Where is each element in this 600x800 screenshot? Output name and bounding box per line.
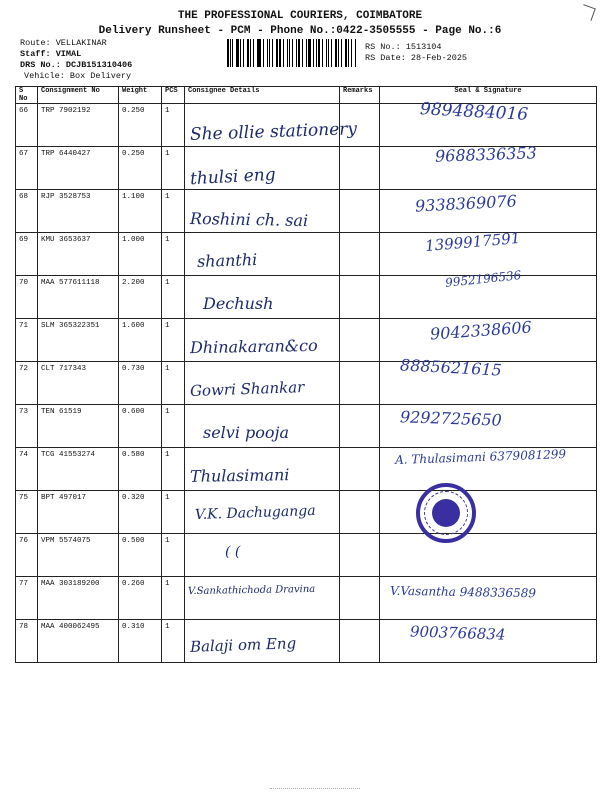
sno-cell: 77 <box>16 577 38 620</box>
col-header: Consignee Details <box>185 87 340 104</box>
barcode-bar <box>345 39 347 67</box>
pcs-cell: 1 <box>162 405 185 448</box>
weight-cell: 1.000 <box>119 233 162 276</box>
barcode-bar <box>236 39 238 67</box>
consignee-handwriting: ( ( <box>225 544 241 560</box>
barcode-bar <box>269 39 270 67</box>
barcode-bar <box>232 39 233 67</box>
signature-cell <box>380 577 597 620</box>
consignee-handwriting: Balaji om Eng <box>189 634 297 656</box>
consignee-handwriting: V.K. Dachuganga <box>194 502 316 524</box>
pcs-cell: 1 <box>162 577 185 620</box>
weight-cell: 0.260 <box>119 577 162 620</box>
remarks-cell <box>340 448 380 491</box>
barcode-bar <box>351 39 353 67</box>
table-row <box>16 405 597 448</box>
remarks-cell <box>340 319 380 362</box>
signature-cell <box>380 534 597 577</box>
remarks-cell <box>340 147 380 190</box>
consignee-handwriting: shanthi <box>196 249 258 272</box>
col-header: Remarks <box>340 87 380 104</box>
consignee-cell <box>185 448 340 491</box>
consignee-cell <box>185 405 340 448</box>
barcode-bar <box>240 39 241 67</box>
barcode-bar <box>328 39 330 67</box>
rs-number: RS No.: 1513104 <box>365 42 442 52</box>
consignee-cell <box>185 233 340 276</box>
col-header: Weight <box>119 87 162 104</box>
table-row <box>16 276 597 319</box>
table-row <box>16 577 597 620</box>
barcode-bar <box>263 39 264 67</box>
barcode-bar <box>227 39 229 67</box>
consignee-handwriting: Dhinakaran&co <box>189 335 318 358</box>
signature-cell <box>380 620 597 663</box>
pcs-cell: 1 <box>162 190 185 233</box>
barcode-bar <box>258 39 260 67</box>
route-label: Route: VELLAKINAR <box>20 38 107 48</box>
remarks-cell <box>340 577 380 620</box>
sno-cell: 74 <box>16 448 38 491</box>
weight-cell: 0.730 <box>119 362 162 405</box>
weight-cell: 0.250 <box>119 104 162 147</box>
rs-date: RS Date: 28-Feb-2025 <box>365 53 468 63</box>
company-title: THE PROFESSIONAL COURIERS, COIMBATORE <box>177 10 423 22</box>
signature-cell <box>380 491 597 534</box>
sno-cell: 75 <box>16 491 38 534</box>
signature-cell <box>380 228 597 276</box>
consignee-handwriting: Dechush <box>203 294 274 313</box>
pcs-cell: 1 <box>162 362 185 405</box>
consignment-cell: CLT 717343 <box>38 362 119 405</box>
weight-cell: 1.600 <box>119 319 162 362</box>
pcs-cell: 1 <box>162 491 185 534</box>
col-header: S No <box>16 87 38 104</box>
sno-cell: 73 <box>16 405 38 448</box>
consignment-cell: TEN 61519 <box>38 405 119 448</box>
sno-cell: 69 <box>16 233 38 276</box>
weight-cell: 0.250 <box>119 147 162 190</box>
barcode-bar <box>296 39 297 67</box>
barcode-bar <box>348 39 349 67</box>
barcode-bar <box>335 39 337 67</box>
consignee-cell <box>185 620 340 663</box>
pcs-cell: 1 <box>162 276 185 319</box>
consignee-cell <box>185 276 340 319</box>
signature-cell <box>380 448 597 491</box>
sno-cell: 70 <box>16 276 38 319</box>
consignment-cell: MAA 400062495 <box>38 620 119 663</box>
consignee-handwriting: Roshini ch. sai <box>189 208 309 231</box>
barcode-bar <box>313 39 314 67</box>
barcode-icon <box>227 39 357 67</box>
remarks-cell <box>340 276 380 319</box>
signature-cell <box>380 190 597 233</box>
seal-stamp <box>416 483 476 543</box>
barcode-bar <box>355 39 356 67</box>
table-header-row <box>16 87 597 104</box>
signature-handwriting: 1399917591 <box>424 228 522 256</box>
barcode-bar <box>318 39 320 67</box>
consignment-cell: SLM 365322351 <box>38 319 119 362</box>
consignment-cell: MAA 303189200 <box>38 577 119 620</box>
barcode-bar <box>338 39 339 67</box>
sno-cell: 68 <box>16 190 38 233</box>
signature-cell <box>380 268 597 319</box>
consignee-handwriting: selvi pooja <box>203 423 290 442</box>
sno-cell: 67 <box>16 147 38 190</box>
consignee-cell <box>185 190 340 233</box>
consignee-cell <box>185 104 358 147</box>
consignment-cell: MAA 577611118 <box>38 276 119 319</box>
barcode-bar <box>276 39 278 67</box>
col-header: Seal & Signature <box>380 87 597 104</box>
barcode-bar <box>253 39 254 67</box>
scan-artifact <box>270 788 360 793</box>
consignment-cell: KMU 3653637 <box>38 233 119 276</box>
signature-handwriting: A. Thulasimani 6379081299 <box>394 447 567 467</box>
barcode-bar <box>292 39 293 67</box>
barcode-bar <box>289 39 291 67</box>
barcode-bar <box>326 39 327 67</box>
consignee-cell <box>185 491 340 534</box>
table-row <box>16 190 597 233</box>
barcode-bar <box>243 39 245 67</box>
barcode-bar <box>316 39 317 67</box>
pcs-cell: 1 <box>162 319 185 362</box>
table-row <box>16 147 597 190</box>
sno-cell: 72 <box>16 362 38 405</box>
barcode-bar <box>250 39 251 67</box>
consignment-cell: VPM 5574075 <box>38 534 119 577</box>
consignment-cell: TRP 7902192 <box>38 104 119 147</box>
consignee-handwriting: thulsi eng <box>189 164 277 190</box>
pcs-cell: 1 <box>162 448 185 491</box>
barcode-bar <box>230 39 231 67</box>
barcode-bar <box>341 39 342 67</box>
sno-cell: 78 <box>16 620 38 663</box>
consignment-cell: TCG 41553274 <box>38 448 119 491</box>
table-row <box>16 620 597 663</box>
sno-cell: 71 <box>16 319 38 362</box>
consignee-cell <box>185 362 340 405</box>
runsheet-subtitle: Delivery Runsheet - PCM - Phone No.:0422-3505555 - Page No.:6 <box>98 25 502 37</box>
signature-handwriting: 9688336353 <box>434 143 538 166</box>
signature-cell <box>380 143 597 190</box>
weight-cell: 0.600 <box>119 405 162 448</box>
barcode-bar <box>322 39 323 67</box>
barcode-bar <box>247 39 249 67</box>
consignee-cell <box>185 534 340 577</box>
table-row <box>16 362 597 405</box>
consignee-cell <box>185 577 340 620</box>
barcode-bar <box>283 39 284 67</box>
barcode-bar <box>308 39 310 67</box>
barcode-bar <box>306 39 307 67</box>
barcode-bar <box>267 39 269 67</box>
signature-handwriting: V.Vasantha 9488336589 <box>389 583 537 601</box>
signature-cell <box>380 99 597 147</box>
col-header: PCS <box>162 87 185 104</box>
barcode-bar <box>287 39 288 67</box>
sno-cell: 76 <box>16 534 38 577</box>
weight-cell: 0.310 <box>119 620 162 663</box>
table-row <box>16 491 597 534</box>
barcode-bar <box>302 39 304 67</box>
col-header: Consignment No <box>38 87 119 104</box>
pcs-cell: 1 <box>162 620 185 663</box>
weight-cell: 1.100 <box>119 190 162 233</box>
signature-handwriting: 9338369076 <box>414 191 518 216</box>
consignee-cell <box>185 147 340 190</box>
pcs-cell: 1 <box>162 147 185 190</box>
sno-cell: 66 <box>16 104 38 147</box>
signature-handwriting: 9952196536 <box>444 268 522 290</box>
remarks-cell <box>340 233 380 276</box>
consignment-cell: TRP 6440427 <box>38 147 119 190</box>
consignee-handwriting: She ollie stationery <box>189 119 358 145</box>
barcode-bar <box>257 39 258 67</box>
runsheet-table <box>15 86 597 663</box>
vehicle-label: Vehicle: Box Delivery <box>24 71 132 81</box>
barcode-bar <box>298 39 300 67</box>
consignee-handwriting: Gowri Shankar <box>189 378 305 400</box>
weight-cell: 0.500 <box>119 534 162 577</box>
signature-handwriting: 9042338606 <box>429 317 533 344</box>
remarks-cell <box>340 534 380 577</box>
table-row <box>16 534 597 577</box>
staff-label: Staff: VIMAL <box>20 49 82 59</box>
table-row <box>16 104 597 147</box>
remarks-cell <box>340 190 380 233</box>
signature-cell <box>380 405 597 448</box>
signature-cell <box>380 355 597 405</box>
signature-handwriting: 9292725650 <box>399 407 503 430</box>
signature-handwriting: 9003766834 <box>409 622 506 644</box>
weight-cell: 0.320 <box>119 491 162 534</box>
drs-label: DRS No.: DCJB151310406 <box>20 60 133 70</box>
remarks-cell <box>340 405 380 448</box>
table-row <box>16 448 597 491</box>
consignee-cell <box>185 319 340 362</box>
remarks-cell <box>340 620 380 663</box>
barcode-bar <box>331 39 332 67</box>
table-row <box>16 319 597 362</box>
stamp-center <box>432 499 460 527</box>
consignment-cell: BPT 497017 <box>38 491 119 534</box>
barcode-bar <box>279 39 281 67</box>
weight-cell: 0.580 <box>119 448 162 491</box>
consignment-cell: RJP 3528753 <box>38 190 119 233</box>
signature-handwriting: 9894884016 <box>419 99 529 125</box>
consignee-handwriting: V.Sankathichoda Dravina <box>187 583 316 598</box>
pcs-cell: 1 <box>162 534 185 577</box>
remarks-cell <box>340 362 380 405</box>
consignee-handwriting: Thulasimani <box>189 465 290 486</box>
pcs-cell: 1 <box>162 233 185 276</box>
barcode-bar <box>272 39 273 67</box>
weight-cell: 2.200 <box>119 276 162 319</box>
remarks-cell <box>340 491 380 534</box>
signature-handwriting: 8885621615 <box>399 355 503 380</box>
pcs-cell: 1 <box>162 104 185 147</box>
